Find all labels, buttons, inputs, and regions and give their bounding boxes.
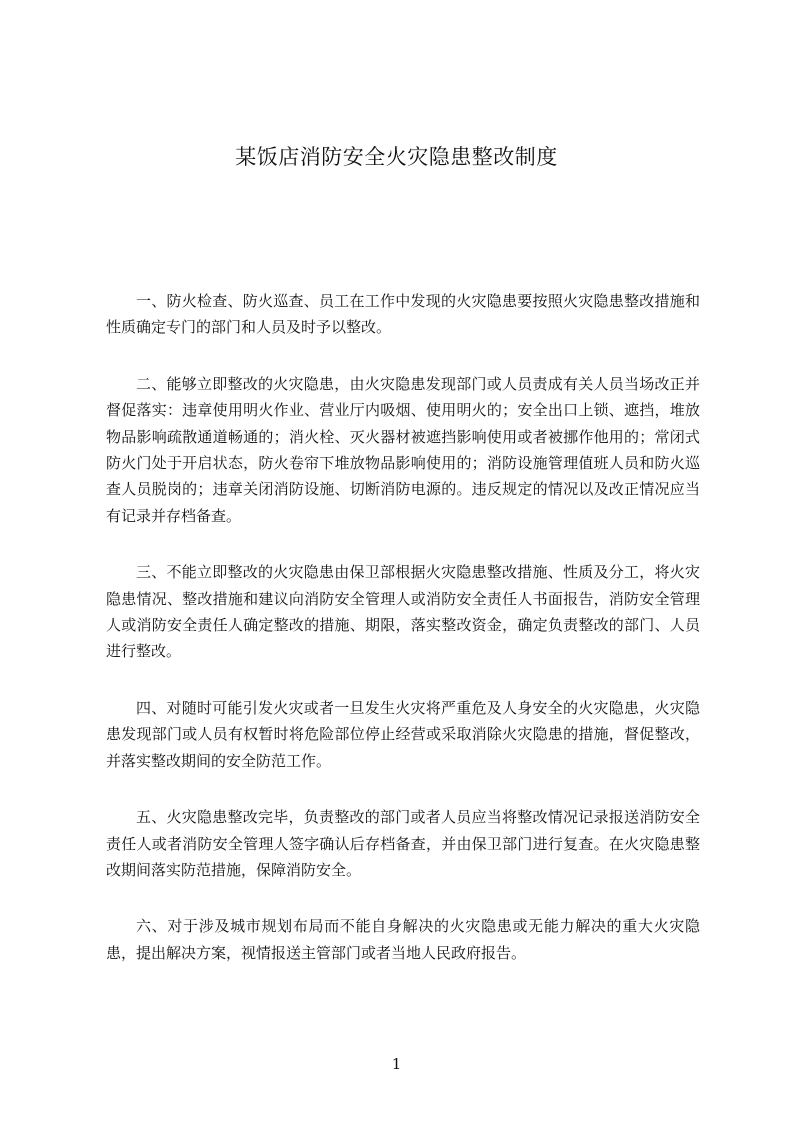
paragraph-4: 四、对随时可能引发火灾或者一旦发生火灾将严重危及人身安全的火灾隐患，火灾隐患发现部门或人员有权暂时将危险部位停止经营或采取消除火灾隐患的措施，督促整改，并落实整改期间的安全防范工作。 bbox=[106, 698, 700, 770]
document-title: 某饭店消防安全火灾隐患整改制度 bbox=[235, 145, 558, 169]
paragraph-6: 六、对于涉及城市规划布局而不能自身解决的火灾隐患或无能力解决的重大火灾隐患，提出解决方案，视情报送主管部门或者当地人民政府报告。 bbox=[106, 917, 700, 962]
page-number: 1 bbox=[391, 1055, 402, 1073]
document-body bbox=[106, 288, 700, 996]
paragraph-1: 一、防火检查、防火巡查、员工在工作中发现的火灾隐患要按照火灾隐患整改措施和性质确定专门的部门和人员及时予以整改。 bbox=[106, 292, 700, 337]
paragraph-5: 五、火灾隐患整改完毕，负责整改的部门或者人员应当将整改情况记录报送消防安全责任人或者消防安全管理人签字确认后存档备查，并由保卫部门进行复查。在火灾隐患整改期间落实防范措施，保障消防安全。 bbox=[106, 808, 700, 879]
paragraph-2: 二、能够立即整改的火灾隐患，由火灾隐患发现部门或人员责成有关人员当场改正并督促落实：违章使用明火作业、营业厅内吸烟、使用明火的；安全出口上锁、遮挡，堆放物品影响疏散通道畅通的；消火栓、灭火器材被遮挡影响使用或者被挪作他用的；常闭式防火门处于开启状态，防火卷帘下堆放物品影响使用的；消防设施管理值班人员和防火巡查人员脱岗的；违章关闭消防设施、切断消防电源的。违反规定的情况以及改正情况应当有记录并存档备查。 bbox=[106, 374, 700, 525]
paragraph-3: 三、不能立即整改的火灾隐患由保卫部根据火灾隐患整改措施、性质及分工，将火灾隐患情况、整改措施和建议向消防安全管理人或消防安全责任人书面报告，消防安全管理人或消防安全责任人确定整改的措施、期限，落实整改资金，确定负责整改的部门、人员进行整改。 bbox=[106, 563, 700, 661]
